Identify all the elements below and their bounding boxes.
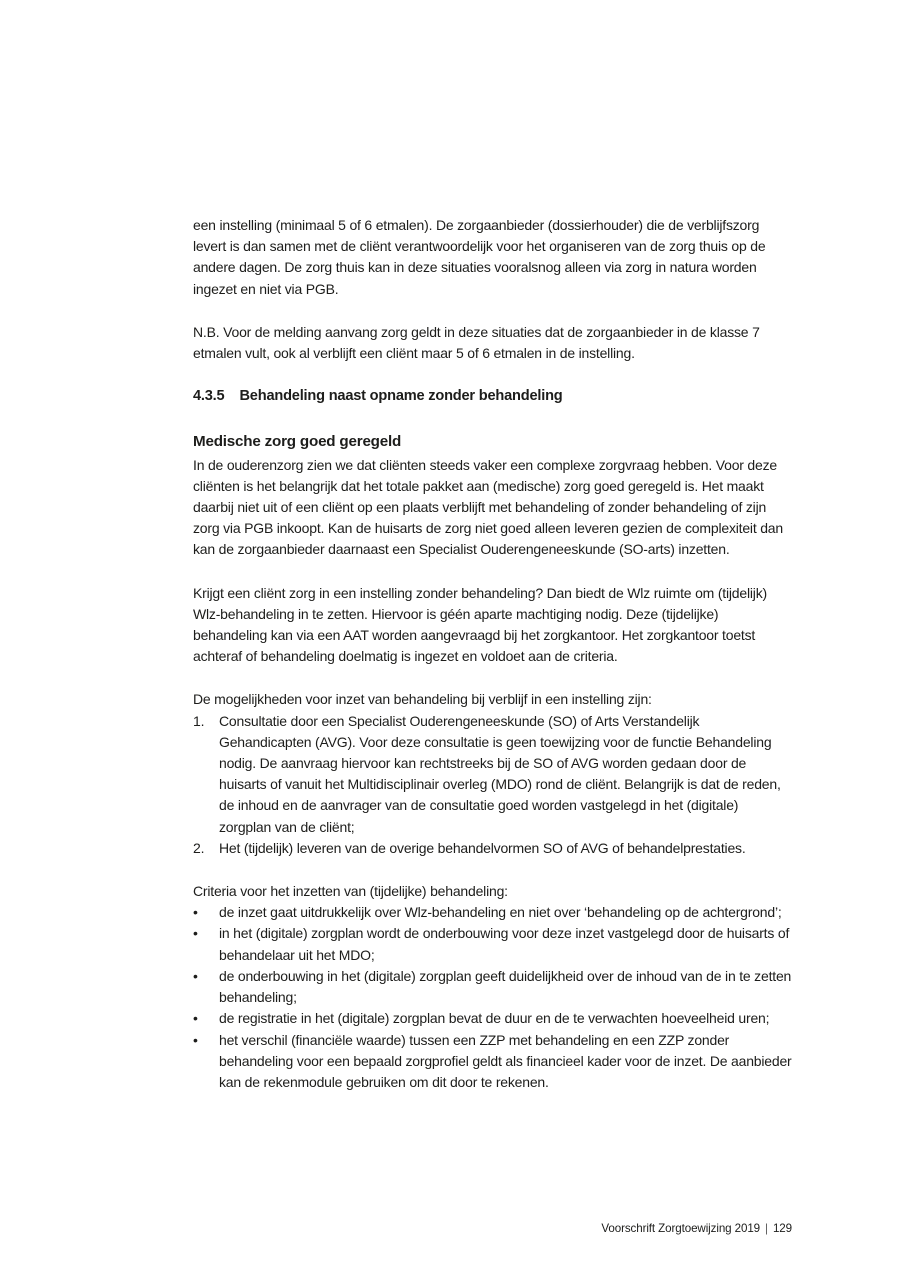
bullet-text: het verschil (financiële waarde) tussen een ZZP met behandeling en een ZZP zonder behandeling voor een bepaald zorgprofiel geldt als financieel kader voor de inzet. De aanbieder kan de rekenmodule gebruiken om dit door te rekenen.: [219, 1031, 792, 1090]
list-number: 1.: [193, 712, 205, 729]
subheading-medische-zorg: Medische zorg goed geregeld: [193, 433, 402, 451]
bullet-list: [193, 902, 793, 1093]
bullet-list-item: [193, 966, 793, 1008]
numbered-list-item: [193, 711, 793, 838]
page-content: [193, 215, 793, 1093]
bullet-icon: •: [193, 904, 198, 921]
bullet-text: de registratie in het (digitale) zorgplan bevat de duur en de te verwachten hoeveelheid uren;: [219, 1010, 770, 1027]
bullet-icon: •: [193, 1010, 198, 1027]
numbered-list: [193, 711, 793, 859]
section-heading: [193, 386, 793, 407]
numbered-list-intro: De mogelijkheden voor inzet van behandeling bij verblijf in een instelling zijn:: [193, 691, 652, 708]
bullet-icon: •: [193, 967, 198, 984]
footer-page-number: 129: [772, 1222, 792, 1235]
list-item-text: Consultatie door een Specialist Ouderengeneeskunde (SO) of Arts Verstandelijk Gehandicapten (AVG). Voor deze consultatie is geen toewijzing voor de functie Behandeling nodig. De aanvraag hiervoor kan rechtstreeks bij de SO of AVG worden gedaan door de huisarts of vanuit het Multidisciplinair overleg (MDO) rond de cliënt. Belangrijk is dat de reden, de inhoud en de aanvrager van de consultatie goed worden vastgelegd in het (digitale) zorgplan van de cliënt;: [219, 712, 781, 835]
list-number: 2.: [193, 839, 205, 856]
section-title: Behandeling naast opname zonder behandeling: [239, 388, 563, 405]
criteria-intro: Criteria voor het inzetten van (tijdelijke) behandeling:: [193, 883, 508, 900]
bullet-list-item: [193, 923, 793, 965]
paragraph-wlz-behandeling: Krijgt een cliënt zorg in een instelling zonder behandeling? Dan biedt de Wlz ruimte om (tijdelijk) Wlz-behandeling in te zetten. Hiervoor is géén aparte machtiging nodig. Deze (tijdelijke) behandeling kan via een AAT worden aangevraagd bij het zorgkantoor. Het zorgkantoor toetst achteraf of behandeling doelmatig is ingezet en voldoet aan de criteria.: [193, 584, 767, 665]
bullet-icon: •: [193, 925, 198, 942]
bullet-list-item: [193, 1008, 793, 1029]
page-footer: [601, 1222, 792, 1235]
list-item-text: Het (tijdelijk) leveren van de overige behandelvormen SO of AVG of behandelprestaties.: [219, 839, 746, 856]
bullet-list-item: [193, 1030, 793, 1094]
bullet-text: de inzet gaat uitdrukkelijk over Wlz-behandeling en niet over ‘behandeling op de achtergrond’;: [219, 904, 782, 921]
section-number: 4.3.5: [193, 388, 225, 405]
paragraph-ouderenzorg: In de ouderenzorg zien we dat cliënten steeds vaker een complexe zorgvraag hebben. Voor deze cliënten is het belangrijk dat het totale pakket aan (medische) zorg goed geregeld is. Het maakt daarbij niet uit of een cliënt op een plaats verblijft met behandeling of zonder behandeling of zijn zorg via PGB inkoopt. Kan de huisarts de zorg niet goed alleen leveren gezien de complexiteit dan kan de zorgaanbieder daarnaast een Specialist Ouderengeneeskunde (SO-arts) inzetten.: [193, 456, 783, 558]
bullet-list-item: [193, 902, 793, 923]
bullet-icon: •: [193, 1031, 198, 1048]
numbered-list-item: [193, 838, 793, 859]
paragraph-nb-melding: N.B. Voor de melding aanvang zorg geldt in deze situaties dat de zorgaanbieder in de klasse 7 etmalen vult, ook al verblijft een cliënt maar 5 of 6 etmalen in de instelling.: [193, 323, 760, 362]
bullet-text: in het (digitale) zorgplan wordt de onderbouwing voor deze inzet vastgelegd door de huisarts of behandelaar uit het MDO;: [219, 925, 790, 963]
footer-document-title: Voorschrift Zorgtoewijzing 2019: [601, 1222, 761, 1235]
paragraph-instelling-etmalen: een instelling (minimaal 5 of 6 etmalen). De zorgaanbieder (dossierhouder) die de verblijfszorg levert is dan samen met de cliënt verantwoordelijk voor het organiseren van de zorg thuis op de andere dagen. De zorg thuis kan in deze situaties vooralsnog alleen via zorg in natura worden ingezet en niet via PGB.: [193, 217, 766, 297]
bullet-text: de onderbouwing in het (digitale) zorgplan geeft duidelijkheid over de inhoud van de in te zetten behandeling;: [219, 967, 792, 1006]
footer-separator: |: [765, 1222, 768, 1235]
